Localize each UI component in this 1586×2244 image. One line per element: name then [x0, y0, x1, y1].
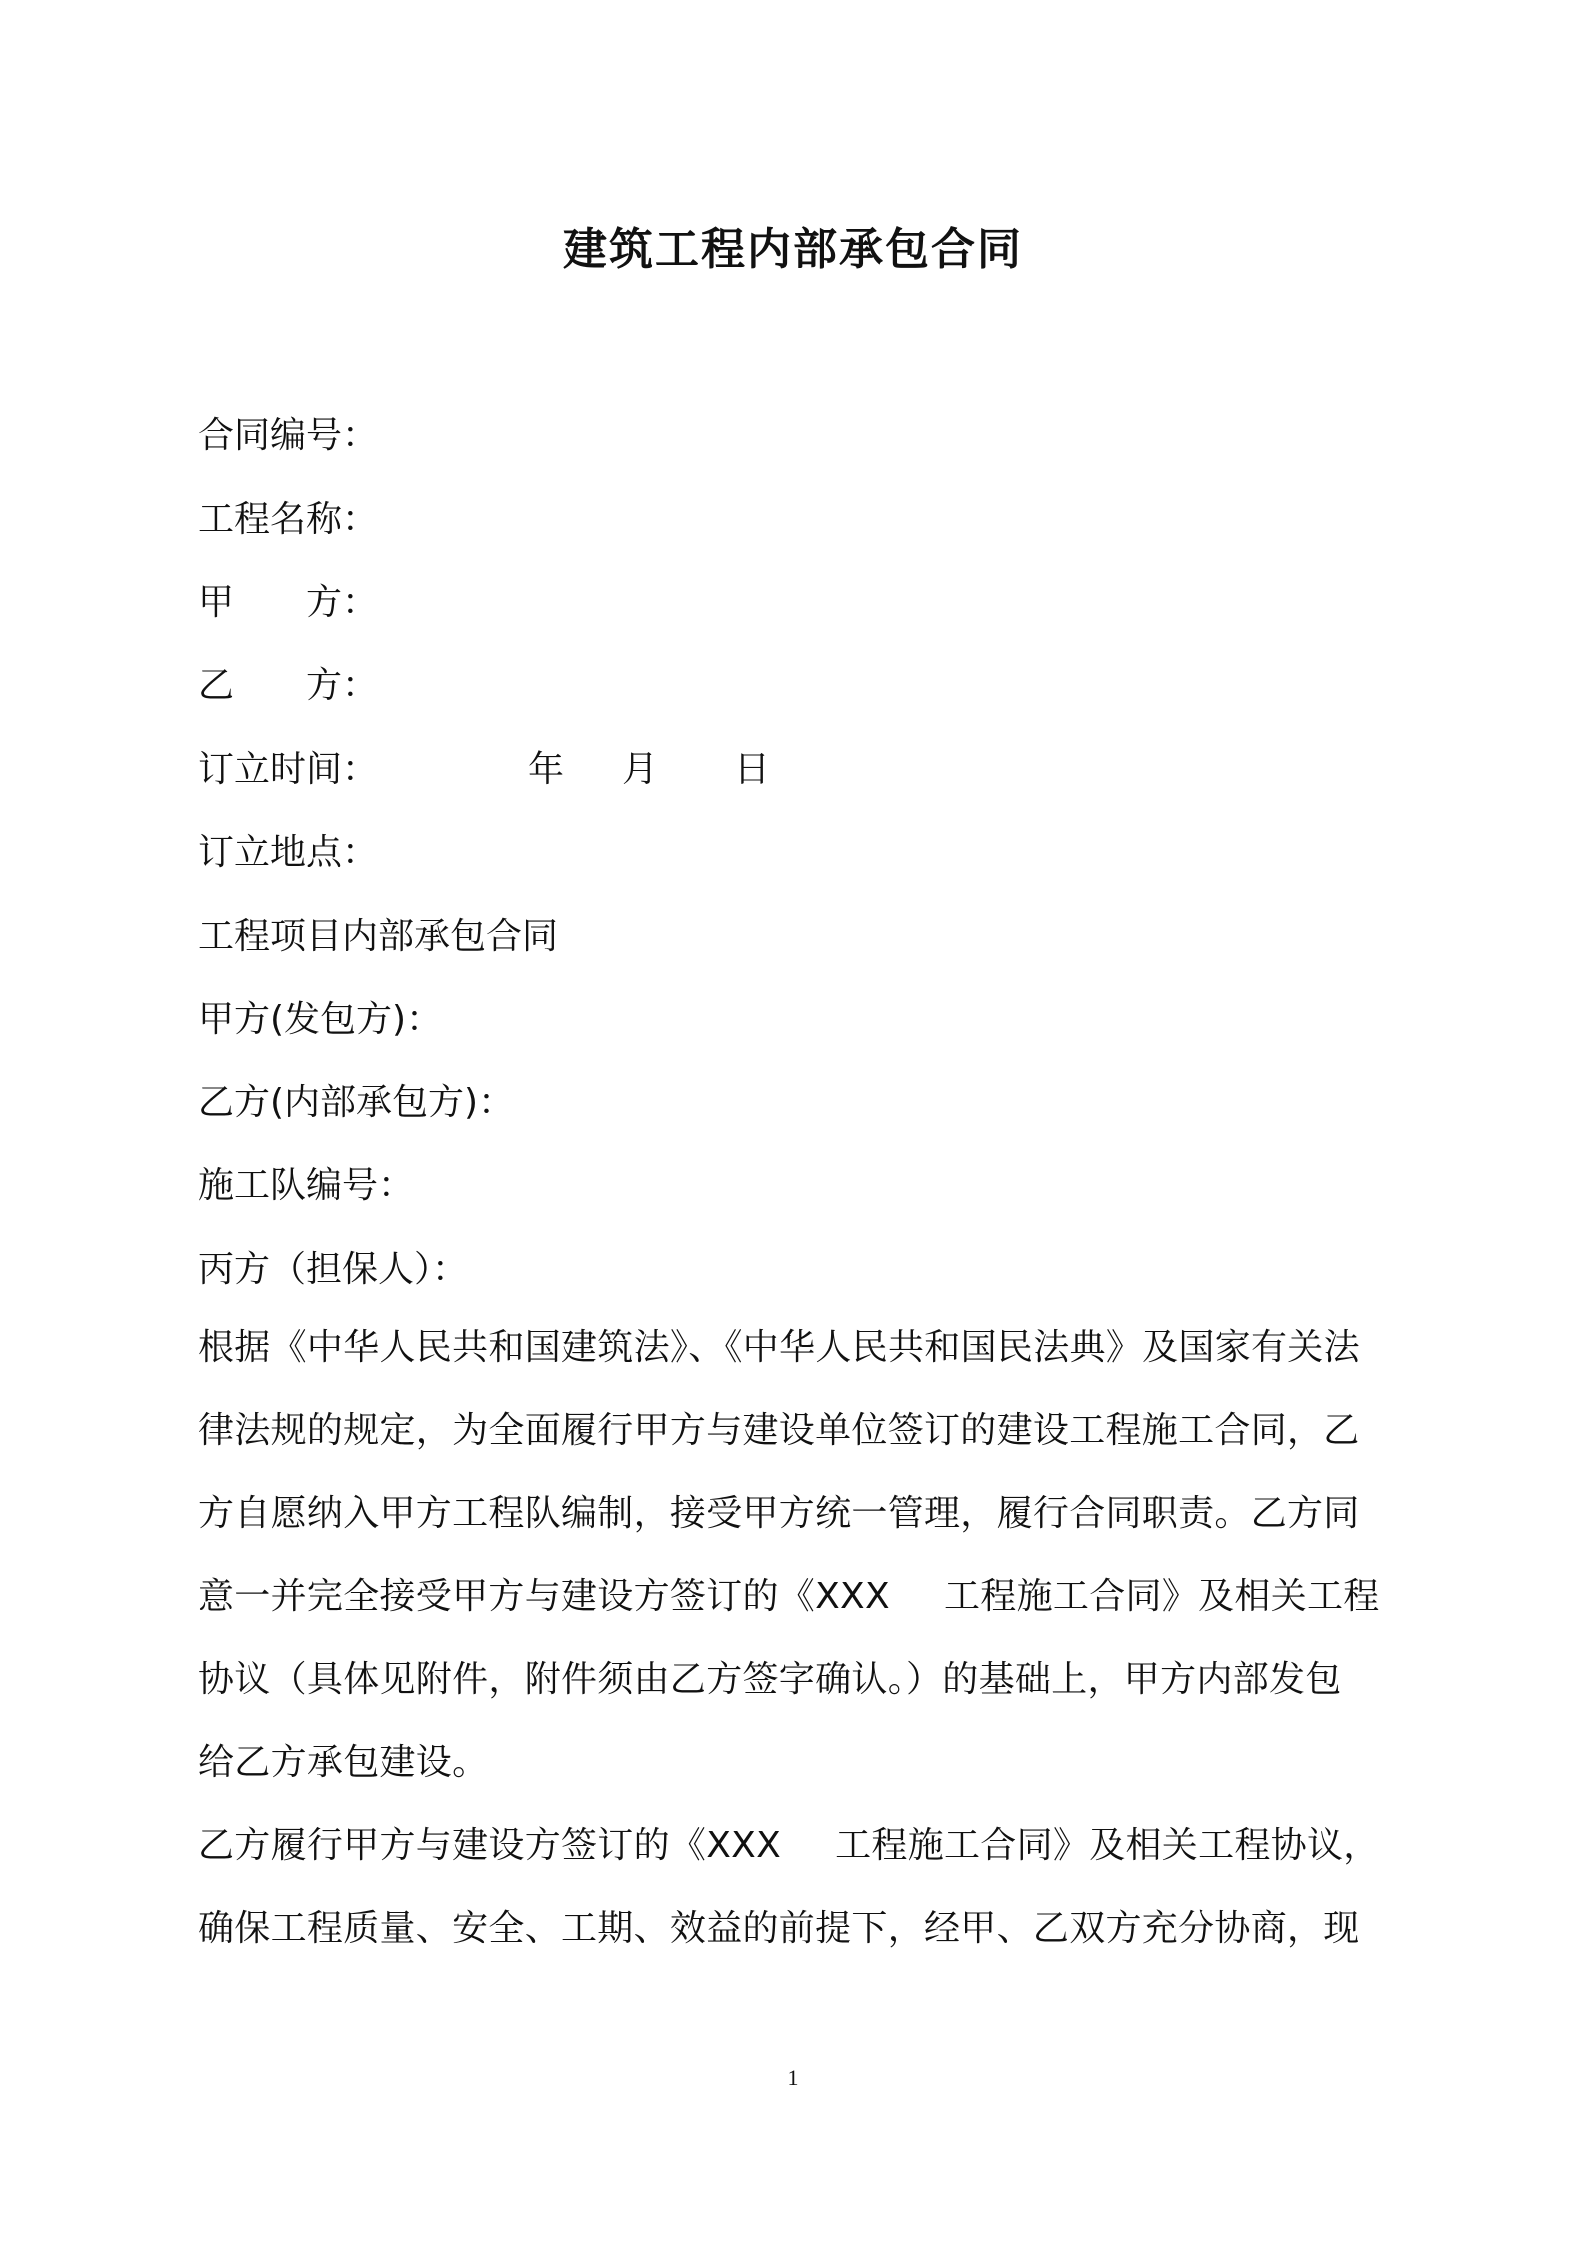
paragraph-1-line: 协议（具体见附件，附件须由乙方签字确认。）的基础上，甲方内部发包	[198, 1659, 1342, 1700]
paragraph-1-line: 方自愿纳入甲方工程队编制，接受甲方统一管理，履行合同职责。乙方同	[198, 1493, 1360, 1534]
paragraph-1-line	[198, 1555, 1398, 1638]
paragraph-1-line: 给乙方承包建设。	[198, 1742, 489, 1783]
party-a-field: 甲 方：	[198, 582, 379, 623]
sign-month-label: 月	[622, 749, 659, 790]
paragraph-1-line4-end: 工程施工合同》及相关工程	[944, 1576, 1380, 1617]
party-a-full-field: 甲方(发包方)：	[198, 999, 443, 1040]
paragraph-2-line	[198, 1804, 1398, 1887]
sign-day-label: 日	[734, 749, 771, 790]
sign-time-field	[198, 746, 770, 794]
contract-number-field: 合同编号：	[198, 415, 379, 456]
section-heading: 工程项目内部承包合同	[198, 916, 559, 957]
document-title: 建筑工程内部承包合同	[563, 224, 1023, 275]
page-number: 1	[787, 2065, 799, 2090]
paragraph-2-line1-end: 工程施工合同》及相关工程协议，	[835, 1825, 1380, 1866]
paragraph-1-line: 律法规的规定，为全面履行甲方与建设单位签订的建设工程施工合同，乙	[198, 1410, 1360, 1451]
paragraph-2	[198, 1804, 1398, 1970]
paragraph-1-line: 根据《中华人民共和国建筑法》、《中华人民共和国民法典》及国家有关法	[198, 1327, 1360, 1368]
paragraph-1-line4-start: 意一并完全接受甲方与建设方签订的《XXX	[198, 1576, 890, 1617]
sign-place-field: 订立地点：	[198, 832, 379, 873]
team-number-field: 施工队编号：	[198, 1165, 415, 1206]
sign-time-label: 订立时间：	[198, 749, 379, 790]
paragraph-2-line1-start: 乙方履行甲方与建设方签订的《XXX	[198, 1825, 782, 1866]
project-name-field: 工程名称：	[198, 499, 379, 540]
party-b-full-field: 乙方(内部承包方)：	[198, 1082, 515, 1123]
paragraph-1	[198, 1306, 1398, 1804]
sign-year-label: 年	[528, 749, 565, 790]
paragraph-2-line: 确保工程质量、安全、工期、效益的前提下，经甲、乙双方充分协商，现	[198, 1908, 1360, 1949]
party-c-field: 丙方（担保人）：	[198, 1249, 469, 1290]
party-b-field: 乙 方：	[198, 665, 379, 706]
